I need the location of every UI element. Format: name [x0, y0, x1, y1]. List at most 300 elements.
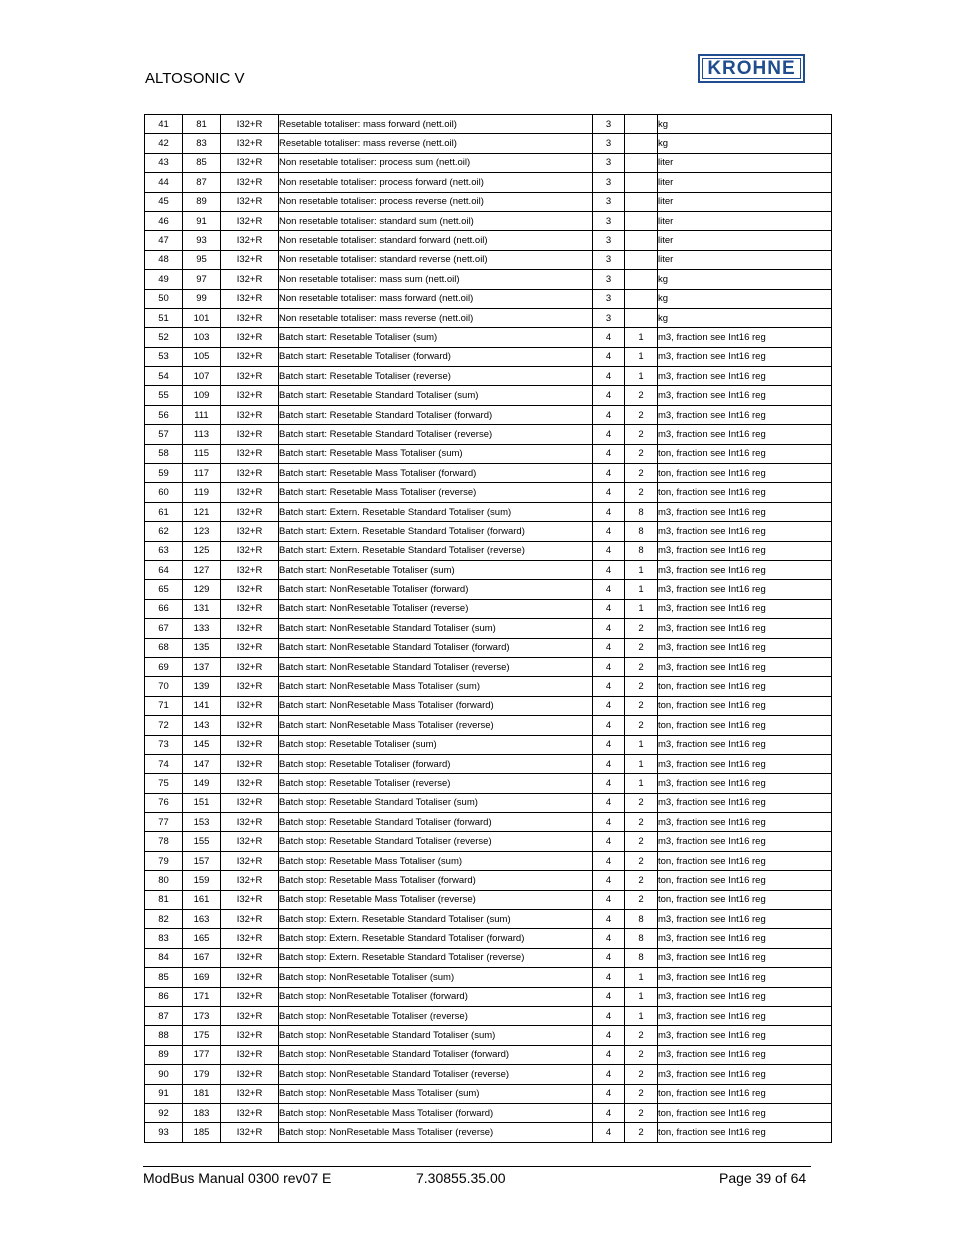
description-cell: Batch start: NonResetable Totaliser (reverse) [279, 599, 593, 618]
table-row [145, 851, 832, 870]
data-type-cell: I32+R [221, 211, 279, 230]
register-address-cell: 115 [183, 444, 221, 463]
description-cell: Batch start: NonResetable Standard Totaliser (sum) [279, 619, 593, 638]
value-cell-a: 3 [593, 270, 625, 289]
unit-cell: m3, fraction see Int16 reg [658, 541, 832, 560]
table-row [145, 754, 832, 773]
row-index-cell: 76 [145, 793, 183, 812]
value-cell-a: 4 [593, 1084, 625, 1103]
unit-cell: m3, fraction see Int16 reg [658, 347, 832, 366]
description-cell: Batch stop: NonResetable Totaliser (forward) [279, 987, 593, 1006]
description-cell: Batch stop: NonResetable Totaliser (sum) [279, 968, 593, 987]
row-index-cell: 55 [145, 386, 183, 405]
row-index-cell: 93 [145, 1123, 183, 1142]
value-cell-b: 1 [625, 968, 658, 987]
value-cell-b: 2 [625, 890, 658, 909]
data-type-cell: I32+R [221, 328, 279, 347]
unit-cell: m3, fraction see Int16 reg [658, 405, 832, 424]
table-row [145, 386, 832, 405]
data-type-cell: I32+R [221, 464, 279, 483]
value-cell-b: 1 [625, 774, 658, 793]
table-row [145, 657, 832, 676]
data-type-cell: I32+R [221, 522, 279, 541]
unit-cell: m3, fraction see Int16 reg [658, 1065, 832, 1084]
description-cell: Batch stop: NonResetable Mass Totaliser (reverse) [279, 1123, 593, 1142]
description-cell: Batch start: Extern. Resetable Standard Totaliser (forward) [279, 522, 593, 541]
description-cell: Batch start: NonResetable Standard Totaliser (forward) [279, 638, 593, 657]
data-type-cell: I32+R [221, 250, 279, 269]
value-cell-a: 3 [593, 289, 625, 308]
unit-cell: m3, fraction see Int16 reg [658, 502, 832, 521]
register-address-cell: 143 [183, 716, 221, 735]
row-index-cell: 62 [145, 522, 183, 541]
data-type-cell: I32+R [221, 754, 279, 773]
value-cell-b [625, 308, 658, 327]
register-address-cell: 121 [183, 502, 221, 521]
value-cell-b: 2 [625, 1026, 658, 1045]
value-cell-a: 4 [593, 347, 625, 366]
value-cell-b: 2 [625, 871, 658, 890]
row-index-cell: 64 [145, 560, 183, 579]
unit-cell: m3, fraction see Int16 reg [658, 367, 832, 386]
data-type-cell: I32+R [221, 774, 279, 793]
row-index-cell: 92 [145, 1103, 183, 1122]
description-cell: Batch stop: NonResetable Totaliser (reverse) [279, 1006, 593, 1025]
row-index-cell: 66 [145, 599, 183, 618]
table-row [145, 580, 832, 599]
table-row [145, 890, 832, 909]
data-type-cell: I32+R [221, 1045, 279, 1064]
unit-cell: m3, fraction see Int16 reg [658, 522, 832, 541]
value-cell-a: 3 [593, 211, 625, 230]
register-address-cell: 163 [183, 910, 221, 929]
row-index-cell: 82 [145, 910, 183, 929]
value-cell-a: 4 [593, 1065, 625, 1084]
table-row [145, 541, 832, 560]
table-row [145, 153, 832, 172]
description-cell: Batch stop: Resetable Standard Totaliser (reverse) [279, 832, 593, 851]
logo-text: KROHNE [707, 58, 796, 79]
unit-cell: m3, fraction see Int16 reg [658, 910, 832, 929]
value-cell-b: 1 [625, 580, 658, 599]
unit-cell: m3, fraction see Int16 reg [658, 560, 832, 579]
data-type-cell: I32+R [221, 502, 279, 521]
value-cell-a: 4 [593, 677, 625, 696]
register-address-cell: 157 [183, 851, 221, 870]
value-cell-b [625, 211, 658, 230]
row-index-cell: 57 [145, 425, 183, 444]
data-type-cell: I32+R [221, 1123, 279, 1142]
row-index-cell: 77 [145, 813, 183, 832]
row-index-cell: 59 [145, 464, 183, 483]
row-index-cell: 63 [145, 541, 183, 560]
value-cell-a: 4 [593, 929, 625, 948]
table-row [145, 813, 832, 832]
register-address-cell: 109 [183, 386, 221, 405]
register-address-cell: 89 [183, 192, 221, 211]
data-type-cell: I32+R [221, 638, 279, 657]
unit-cell: ton, fraction see Int16 reg [658, 890, 832, 909]
unit-cell: ton, fraction see Int16 reg [658, 483, 832, 502]
value-cell-b: 2 [625, 1103, 658, 1122]
unit-cell: m3, fraction see Int16 reg [658, 425, 832, 444]
unit-cell: ton, fraction see Int16 reg [658, 1123, 832, 1142]
register-address-cell: 151 [183, 793, 221, 812]
row-index-cell: 65 [145, 580, 183, 599]
register-address-cell: 139 [183, 677, 221, 696]
value-cell-a: 4 [593, 716, 625, 735]
description-cell: Batch stop: Resetable Totaliser (reverse) [279, 774, 593, 793]
register-address-cell: 179 [183, 1065, 221, 1084]
table-row [145, 231, 832, 250]
description-cell: Batch start: Resetable Standard Totaliser (sum) [279, 386, 593, 405]
data-type-cell: I32+R [221, 347, 279, 366]
register-address-cell: 135 [183, 638, 221, 657]
table-row [145, 832, 832, 851]
value-cell-a: 3 [593, 192, 625, 211]
register-address-cell: 183 [183, 1103, 221, 1122]
table-row [145, 696, 832, 715]
logo-frame [702, 58, 801, 79]
value-cell-b: 2 [625, 405, 658, 424]
table-row [145, 173, 832, 192]
data-type-cell: I32+R [221, 270, 279, 289]
unit-cell: m3, fraction see Int16 reg [658, 1006, 832, 1025]
register-address-cell: 117 [183, 464, 221, 483]
register-address-cell: 149 [183, 774, 221, 793]
value-cell-a: 4 [593, 328, 625, 347]
value-cell-b: 8 [625, 948, 658, 967]
data-type-cell: I32+R [221, 832, 279, 851]
row-index-cell: 44 [145, 173, 183, 192]
register-address-cell: 125 [183, 541, 221, 560]
data-type-cell: I32+R [221, 289, 279, 308]
description-cell: Batch stop: Resetable Mass Totaliser (forward) [279, 871, 593, 890]
data-type-cell: I32+R [221, 735, 279, 754]
table-row [145, 522, 832, 541]
table-row [145, 115, 832, 134]
value-cell-b [625, 231, 658, 250]
value-cell-a: 4 [593, 968, 625, 987]
data-type-cell: I32+R [221, 1006, 279, 1025]
unit-cell: m3, fraction see Int16 reg [658, 1026, 832, 1045]
row-index-cell: 74 [145, 754, 183, 773]
register-address-cell: 181 [183, 1084, 221, 1103]
data-type-cell: I32+R [221, 541, 279, 560]
description-cell: Batch stop: NonResetable Standard Totaliser (reverse) [279, 1065, 593, 1084]
footer-doc-number: 7.30855.35.00 [416, 1170, 506, 1186]
value-cell-b: 2 [625, 619, 658, 638]
unit-cell: m3, fraction see Int16 reg [658, 948, 832, 967]
description-cell: Batch start: NonResetable Totaliser (sum) [279, 560, 593, 579]
unit-cell: ton, fraction see Int16 reg [658, 464, 832, 483]
value-cell-b: 2 [625, 425, 658, 444]
register-address-cell: 123 [183, 522, 221, 541]
data-type-cell: I32+R [221, 1026, 279, 1045]
data-type-cell: I32+R [221, 968, 279, 987]
register-address-cell: 113 [183, 425, 221, 444]
data-type-cell: I32+R [221, 115, 279, 134]
row-index-cell: 53 [145, 347, 183, 366]
table-row [145, 444, 832, 463]
data-type-cell: I32+R [221, 580, 279, 599]
table-row [145, 1026, 832, 1045]
register-address-cell: 99 [183, 289, 221, 308]
value-cell-a: 3 [593, 134, 625, 153]
data-type-cell: I32+R [221, 716, 279, 735]
table-row [145, 211, 832, 230]
value-cell-b [625, 289, 658, 308]
row-index-cell: 91 [145, 1084, 183, 1103]
description-cell: Batch stop: Resetable Totaliser (forward) [279, 754, 593, 773]
data-type-cell: I32+R [221, 599, 279, 618]
footer-doc-name: ModBus Manual 0300 rev07 E [143, 1170, 332, 1186]
unit-cell: liter [658, 231, 832, 250]
value-cell-b [625, 153, 658, 172]
value-cell-a: 4 [593, 541, 625, 560]
data-type-cell: I32+R [221, 1084, 279, 1103]
data-type-cell: I32+R [221, 173, 279, 192]
table-row [145, 793, 832, 812]
value-cell-a: 4 [593, 871, 625, 890]
register-address-cell: 153 [183, 813, 221, 832]
register-address-cell: 161 [183, 890, 221, 909]
data-type-cell: I32+R [221, 231, 279, 250]
description-cell: Batch start: Resetable Standard Totaliser (reverse) [279, 425, 593, 444]
row-index-cell: 81 [145, 890, 183, 909]
data-type-cell: I32+R [221, 134, 279, 153]
value-cell-b: 2 [625, 832, 658, 851]
row-index-cell: 58 [145, 444, 183, 463]
description-cell: Batch start: NonResetable Standard Totaliser (reverse) [279, 657, 593, 676]
value-cell-a: 4 [593, 851, 625, 870]
value-cell-a: 4 [593, 793, 625, 812]
value-cell-a: 4 [593, 367, 625, 386]
value-cell-b: 2 [625, 813, 658, 832]
unit-cell: m3, fraction see Int16 reg [658, 774, 832, 793]
table-row [145, 1123, 832, 1142]
unit-cell: kg [658, 270, 832, 289]
description-cell: Batch stop: Resetable Totaliser (sum) [279, 735, 593, 754]
row-index-cell: 84 [145, 948, 183, 967]
unit-cell: liter [658, 153, 832, 172]
unit-cell: liter [658, 192, 832, 211]
register-address-cell: 107 [183, 367, 221, 386]
unit-cell: liter [658, 211, 832, 230]
register-table [144, 114, 832, 1143]
register-address-cell: 85 [183, 153, 221, 172]
description-cell: Batch stop: Extern. Resetable Standard Totaliser (reverse) [279, 948, 593, 967]
register-address-cell: 171 [183, 987, 221, 1006]
row-index-cell: 75 [145, 774, 183, 793]
value-cell-b: 2 [625, 851, 658, 870]
register-address-cell: 83 [183, 134, 221, 153]
table-row [145, 1006, 832, 1025]
row-index-cell: 89 [145, 1045, 183, 1064]
description-cell: Non resetable totaliser: standard forward (nett.oil) [279, 231, 593, 250]
register-address-cell: 105 [183, 347, 221, 366]
value-cell-a: 4 [593, 1006, 625, 1025]
unit-cell: kg [658, 308, 832, 327]
register-address-cell: 159 [183, 871, 221, 890]
row-index-cell: 61 [145, 502, 183, 521]
data-type-cell: I32+R [221, 483, 279, 502]
register-address-cell: 87 [183, 173, 221, 192]
row-index-cell: 46 [145, 211, 183, 230]
description-cell: Batch start: NonResetable Totaliser (forward) [279, 580, 593, 599]
data-type-cell: I32+R [221, 308, 279, 327]
value-cell-a: 4 [593, 754, 625, 773]
value-cell-b: 8 [625, 522, 658, 541]
data-type-cell: I32+R [221, 192, 279, 211]
description-cell: Batch stop: NonResetable Mass Totaliser (sum) [279, 1084, 593, 1103]
register-address-cell: 103 [183, 328, 221, 347]
unit-cell: m3, fraction see Int16 reg [658, 328, 832, 347]
data-type-cell: I32+R [221, 793, 279, 812]
value-cell-b: 8 [625, 910, 658, 929]
value-cell-a: 4 [593, 522, 625, 541]
table-row [145, 1103, 832, 1122]
value-cell-b [625, 115, 658, 134]
data-type-cell: I32+R [221, 425, 279, 444]
value-cell-b: 1 [625, 735, 658, 754]
value-cell-a: 4 [593, 910, 625, 929]
value-cell-b: 1 [625, 367, 658, 386]
footer-page-number: Page 39 of 64 [719, 1170, 807, 1186]
table-row [145, 968, 832, 987]
table-row [145, 599, 832, 618]
value-cell-a: 4 [593, 599, 625, 618]
register-address-cell: 167 [183, 948, 221, 967]
table-row [145, 308, 832, 327]
value-cell-b [625, 134, 658, 153]
value-cell-b: 8 [625, 929, 658, 948]
unit-cell: m3, fraction see Int16 reg [658, 599, 832, 618]
table-row [145, 910, 832, 929]
value-cell-a: 4 [593, 735, 625, 754]
register-address-cell: 127 [183, 560, 221, 579]
description-cell: Batch start: Resetable Standard Totaliser (forward) [279, 405, 593, 424]
unit-cell: m3, fraction see Int16 reg [658, 638, 832, 657]
row-index-cell: 56 [145, 405, 183, 424]
table-row [145, 134, 832, 153]
data-type-cell: I32+R [221, 677, 279, 696]
value-cell-b: 2 [625, 1123, 658, 1142]
unit-cell: ton, fraction see Int16 reg [658, 871, 832, 890]
header-title: ALTOSONIC V [145, 70, 245, 87]
unit-cell: m3, fraction see Int16 reg [658, 832, 832, 851]
value-cell-b: 2 [625, 483, 658, 502]
unit-cell: kg [658, 115, 832, 134]
unit-cell: ton, fraction see Int16 reg [658, 1103, 832, 1122]
description-cell: Batch stop: Resetable Standard Totaliser (forward) [279, 813, 593, 832]
row-index-cell: 79 [145, 851, 183, 870]
value-cell-b: 2 [625, 1065, 658, 1084]
row-index-cell: 45 [145, 192, 183, 211]
value-cell-a: 4 [593, 444, 625, 463]
value-cell-a: 4 [593, 987, 625, 1006]
register-address-cell: 129 [183, 580, 221, 599]
unit-cell: m3, fraction see Int16 reg [658, 735, 832, 754]
value-cell-b: 8 [625, 502, 658, 521]
unit-cell: m3, fraction see Int16 reg [658, 1045, 832, 1064]
register-table-body [145, 115, 832, 1143]
unit-cell: m3, fraction see Int16 reg [658, 793, 832, 812]
row-index-cell: 60 [145, 483, 183, 502]
unit-cell: m3, fraction see Int16 reg [658, 968, 832, 987]
row-index-cell: 47 [145, 231, 183, 250]
value-cell-b: 2 [625, 1045, 658, 1064]
row-index-cell: 51 [145, 308, 183, 327]
value-cell-a: 4 [593, 832, 625, 851]
value-cell-a: 4 [593, 657, 625, 676]
description-cell: Batch start: NonResetable Mass Totaliser (sum) [279, 677, 593, 696]
row-index-cell: 54 [145, 367, 183, 386]
data-type-cell: I32+R [221, 813, 279, 832]
row-index-cell: 80 [145, 871, 183, 890]
value-cell-a: 4 [593, 1103, 625, 1122]
description-cell: Batch start: Extern. Resetable Standard Totaliser (reverse) [279, 541, 593, 560]
register-address-cell: 173 [183, 1006, 221, 1025]
description-cell: Batch start: NonResetable Mass Totaliser (reverse) [279, 716, 593, 735]
unit-cell: m3, fraction see Int16 reg [658, 386, 832, 405]
value-cell-b: 2 [625, 638, 658, 657]
value-cell-a: 4 [593, 890, 625, 909]
unit-cell: ton, fraction see Int16 reg [658, 444, 832, 463]
description-cell: Batch start: Extern. Resetable Standard Totaliser (sum) [279, 502, 593, 521]
table-row [145, 464, 832, 483]
register-address-cell: 81 [183, 115, 221, 134]
value-cell-b: 2 [625, 696, 658, 715]
value-cell-b [625, 192, 658, 211]
value-cell-a: 4 [593, 813, 625, 832]
value-cell-a: 4 [593, 425, 625, 444]
value-cell-b: 2 [625, 716, 658, 735]
register-address-cell: 155 [183, 832, 221, 851]
register-address-cell: 169 [183, 968, 221, 987]
unit-cell: ton, fraction see Int16 reg [658, 677, 832, 696]
data-type-cell: I32+R [221, 405, 279, 424]
table-row [145, 270, 832, 289]
value-cell-b [625, 250, 658, 269]
register-address-cell: 93 [183, 231, 221, 250]
table-row [145, 425, 832, 444]
description-cell: Batch start: Resetable Mass Totaliser (sum) [279, 444, 593, 463]
row-index-cell: 70 [145, 677, 183, 696]
value-cell-a: 4 [593, 1045, 625, 1064]
value-cell-b: 1 [625, 347, 658, 366]
register-address-cell: 141 [183, 696, 221, 715]
data-type-cell: I32+R [221, 367, 279, 386]
data-type-cell: I32+R [221, 851, 279, 870]
table-row [145, 250, 832, 269]
row-index-cell: 49 [145, 270, 183, 289]
description-cell: Non resetable totaliser: mass sum (nett.oil) [279, 270, 593, 289]
row-index-cell: 69 [145, 657, 183, 676]
data-type-cell: I32+R [221, 1065, 279, 1084]
description-cell: Resetable totaliser: mass forward (nett.oil) [279, 115, 593, 134]
unit-cell: ton, fraction see Int16 reg [658, 696, 832, 715]
table-row [145, 347, 832, 366]
value-cell-a: 3 [593, 153, 625, 172]
register-address-cell: 177 [183, 1045, 221, 1064]
table-row [145, 987, 832, 1006]
description-cell: Batch start: Resetable Mass Totaliser (forward) [279, 464, 593, 483]
data-type-cell: I32+R [221, 987, 279, 1006]
value-cell-b: 2 [625, 444, 658, 463]
row-index-cell: 78 [145, 832, 183, 851]
description-cell: Batch start: NonResetable Mass Totaliser (forward) [279, 696, 593, 715]
